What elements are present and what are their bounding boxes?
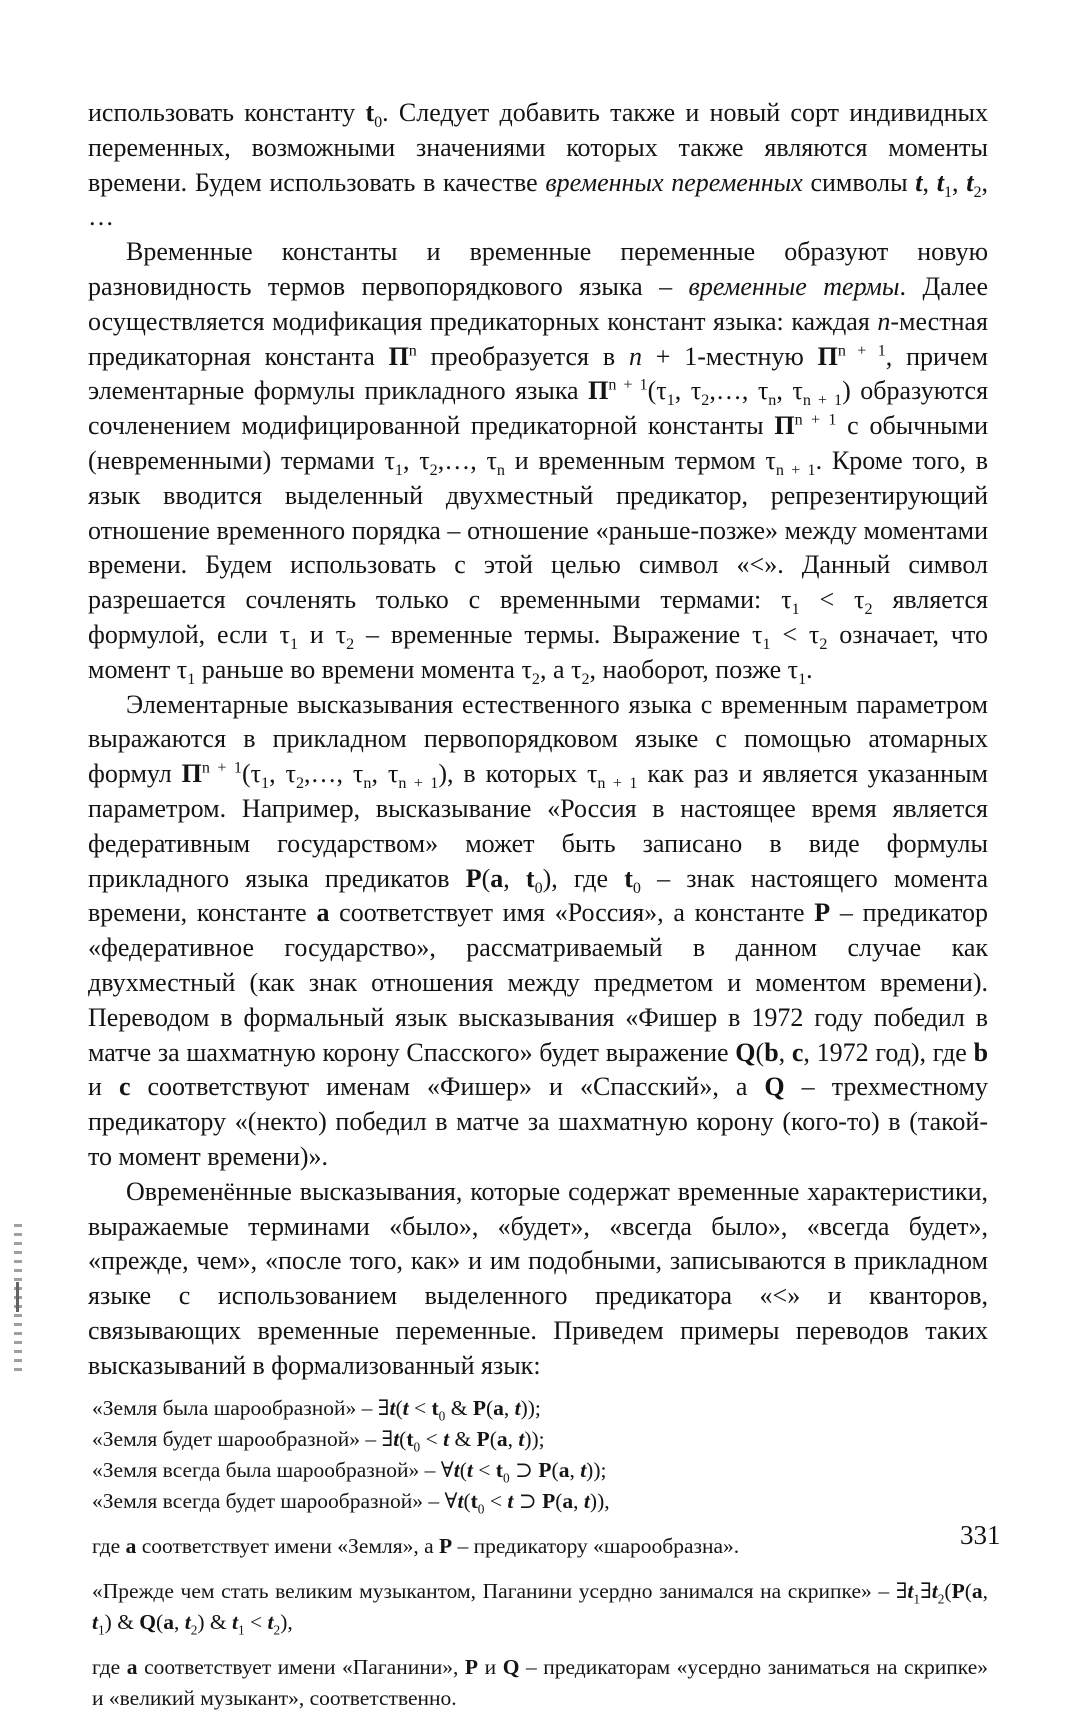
example-line: «Прежде чем стать великим музыкантом, Паганини усердно занимался на скрипке» – $\exists t_1\exists t_2(P(a$, $t_1$) & Q(a, $t_2$) & $t_1 < t_2$), — [92, 1579, 988, 1638]
page-number: 331 — [960, 1520, 1001, 1550]
body-paragraphs — [88, 96, 988, 1383]
example-formulas — [88, 1393, 988, 1714]
paragraph: Овременённые высказывания, которые содержат временные характеристики, выражаемые терминами «было», «будет», «всегда было», «всегда будет», «прежде, чем», «после того, как» и им подобными, записываются в прикладном языке с использованием выделенного предикатора «<» и кванторов, связывающих временные переменные. Приведем примеры переводов таких высказываний в формализованный язык: — [88, 1176, 988, 1380]
example-line: «Земля всегда будет шарообразной» – $\forall t(t_0 < t$ ⊃ P(a, t)), — [92, 1489, 610, 1517]
example-line: где a соответствует имени «Паганини», P и Q – предикаторам «усердно заниматься на скрипке» и «великий музыкант», соответственно. — [92, 1655, 988, 1711]
example-line: где a соответствует имени «Земля», а P – предикатору «шарообразна». — [92, 1534, 740, 1559]
example-line: «Земля всегда была шарообразной» – ∀t(t < $t_0$ ⊃ P(a, t)); — [92, 1458, 607, 1486]
margin-marks — [14, 1224, 22, 1374]
paragraph: Элементарные высказывания естественного языка с временным параметром выражаются в прикладном первопорядковом языке с помощью атомарных формул $П^{n + 1}(\tau_1$, $\tau_2,\dots$, $\tau_n$, $\tau_{n + 1}$), в которых $\tau_{n + 1}$ как раз и является указанным параметром. Например, высказывание «Россия в настоящее время является федеративным государством» может быть записано в виде формулы прикладного языка предикатов P(a, $t_0$), где $t_0$ – знак настоящего момента времени, константе a соответствует имя «Россия», а константе P – предикатор «федеративное государство», рассматриваемый в данном случае как двухместный (как знак отношения между предметом и моментом времени). Переводом в формальный язык высказывания «Фишер в 1972 году победил в матче за шахматную корону Спасского» будет выражение Q(b, c, 1972 год), где b и c соответствуют именам «Фишер» и «Спасский», а Q – трехместному предикатору «(некто) победил в матче за шахматную корону (кого-то) в (такой-то момент времени)». — [88, 689, 989, 1171]
paragraph: использовать константу $t_0$. Следует добавить также и новый сорт индивидных переменных, возможными значениями которых также являются моменты времени. Будем использовать в качестве временных переменных символы t, $t_1$, $t_2$, … — [88, 98, 989, 232]
example-line: «Земля будет шарообразной» – $\exists t(t_0 < t$ & P(a, t)); — [92, 1427, 545, 1455]
example-line: «Земля была шарообразной» – ∃t(t < $t_0$ & P(a, t)); — [92, 1396, 541, 1424]
page-text — [88, 96, 988, 1714]
spacer — [88, 1638, 988, 1652]
paragraph: Временные константы и временные переменные образуют новую разновидность термов первопорядкового языка – временные термы. Далее осуществляется модификация предикаторных констант языка: каждая n-местная предикаторная константа $П^n$ преобразуется в n + 1-местную $П^{n + 1}$, причем элементарные формулы прикладного языка $П^{n + 1}(\tau_1$, $\tau_2,\dots$, $\tau_n$, $\tau_{n + 1}$) образуются сочленением модифицированной предикаторной константы $П^{n + 1}$ с обычными (невременными) термами $\tau_1$, $\tau_2,\dots$, $\tau_n$ и временным термом $\tau_{n + 1}$. Кроме того, в язык вводится выделенный двухместный предикатор, репрезентирующий отношение временного порядка – отношение «раньше-позже» между моментами времени. Будем использовать с этой целью символ «<». Данный символ разрешается сочленять только с временными термами: $\tau_1 < \tau_2$ является формулой, если $\tau_1$ и $\tau_2$ – временные термы. Выражение $\tau_1 < \tau_2$ означает, что момент $\tau_1$ раньше во времени момента $\tau_2$, а $\tau_2$, наоборот, позже $\tau_1$. — [88, 237, 989, 688]
spacer — [88, 1517, 988, 1531]
spacer — [88, 1562, 988, 1576]
